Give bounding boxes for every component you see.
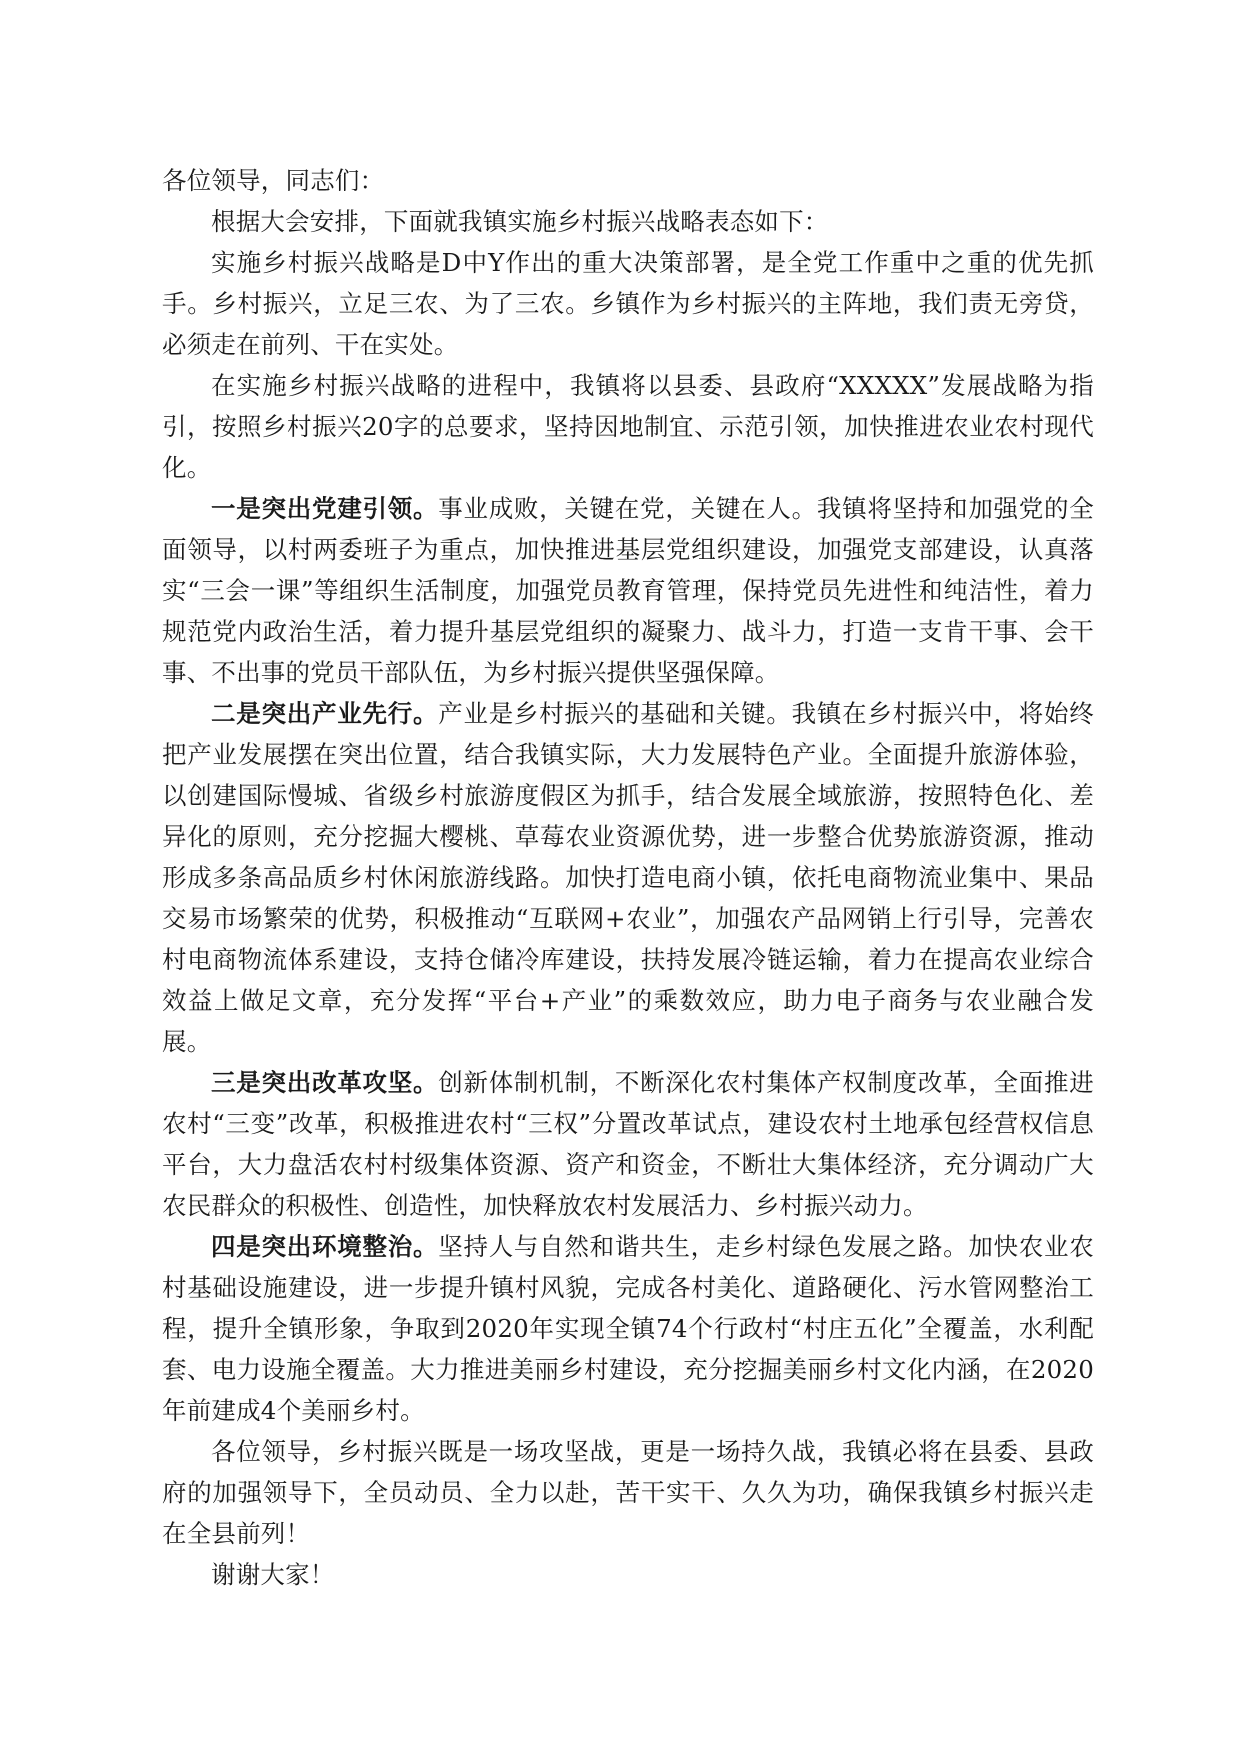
paragraph-industry	[162, 693, 1094, 1062]
paragraph-text: 根据大会安排，下面就我镇实施乡村振兴战略表态如下：	[211, 207, 829, 236]
paragraph-overall-goal	[162, 365, 1094, 488]
speech-body	[162, 160, 1094, 1595]
section-lead: 二是突出产业先行。	[211, 699, 439, 728]
paragraph-text: 实施乡村振兴战略是D中Y作出的重大决策部署，是全党工作重中之重的优先抓手。乡村振兴，立足三农、为了三农。乡镇作为乡村振兴的主阵地，我们责无旁贷，必须走在前列、干在实处。	[162, 248, 1094, 359]
section-lead: 四是突出环境整治。	[211, 1232, 439, 1261]
paragraph-thanks	[162, 1554, 1094, 1595]
paragraph-closing	[162, 1431, 1094, 1554]
paragraph-text: 产业是乡村振兴的基础和关键。我镇在乡村振兴中，将始终把产业发展摆在突出位置，结合我镇实际，大力发展特色产业。全面提升旅游体验，以创建国际慢城、省级乡村旅游度假区为抓手，结合发展全域旅游，按照特色化、差异化的原则，充分挖掘大樱桃、草莓农业资源优势，进一步整合优势旅游资源，推动形成多条高品质乡村休闲旅游线路。加快打造电商小镇，依托电商物流业集中、果品交易市场繁荣的优势，积极推动“互联网+农业”，加强农产品网销上行引导，完善农村电商物流体系建设，支持仓储冷库建设，扶持发展冷链运输，着力在提高农业综合效益上做足文章，充分发挥“平台+产业”的乘数效应，助力电子商务与农业融合发展。	[162, 699, 1094, 1056]
section-lead: 一是突出党建引领。	[211, 494, 439, 523]
paragraph-text: 各位领导，乡村振兴既是一场攻坚战，更是一场持久战，我镇必将在县委、县政府的加强领导下，全员动员、全力以赴，苦干实干、久久为功，确保我镇乡村振兴走在全县前列！	[162, 1437, 1094, 1548]
paragraph-party-building	[162, 488, 1094, 693]
paragraph-text: 谢谢大家！	[211, 1560, 335, 1589]
paragraph-text: 在实施乡村振兴战略的进程中，我镇将以县委、县政府“XXXXX”发展战略为指引，按照乡村振兴20字的总要求，坚持因地制宜、示范引领，加快推进农业农村现代化。	[162, 371, 1094, 482]
salutation: 各位领导，同志们：	[162, 166, 385, 195]
paragraph-text: 创新体制机制，不断深化农村集体产权制度改革，全面推进农村“三变”改革，积极推进农村“三权”分置改革试点，建设农村土地承包经营权信息平台，大力盘活农村村级集体资源、资产和资金，不断壮大集体经济，充分调动广大农民群众的积极性、创造性，加快释放农村发展活力、乡村振兴动力。	[162, 1068, 1094, 1220]
paragraph-reform	[162, 1062, 1094, 1226]
paragraph-environment	[162, 1226, 1094, 1431]
paragraph-text: 事业成败，关键在党，关键在人。我镇将坚持和加强党的全面领导，以村两委班子为重点，加快推进基层党组织建设，加强党支部建设，认真落实“三会一课”等组织生活制度，加强党员教育管理，保持党员先进性和纯洁性，着力规范党内政治生活，着力提升基层党组织的凝聚力、战斗力，打造一支肯干事、会干事、不出事的党员干部队伍，为乡村振兴提供坚强保障。	[162, 494, 1094, 687]
paragraph-text: 坚持人与自然和谐共生，走乡村绿色发展之路。加快农业农村基础设施建设，进一步提升镇村风貌，完成各村美化、道路硬化、污水管网整治工程，提升全镇形象，争取到2020年实现全镇74个行政村“村庄五化”全覆盖，水利配套、电力设施全覆盖。大力推进美丽乡村建设，充分挖掘美丽乡村文化内涵，在2020年前建成4个美丽乡村。	[162, 1232, 1094, 1425]
section-lead: 三是突出改革攻坚。	[211, 1068, 439, 1097]
paragraph-strategy-significance	[162, 242, 1094, 365]
paragraph-arrangement	[162, 201, 1094, 242]
